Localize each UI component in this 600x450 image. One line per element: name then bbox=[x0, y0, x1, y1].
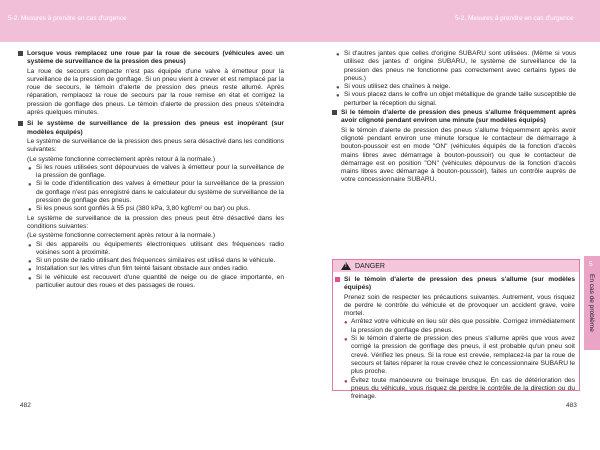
chapter-number: 5 bbox=[589, 261, 593, 268]
section-heading-text: Si le témoin d'alerte de pression des pneus s'allume fréquemment après avoir clignoté pendant environ une minute (sur modèles équipés) bbox=[341, 109, 576, 125]
section-square-icon bbox=[335, 277, 340, 282]
section-square-icon bbox=[18, 121, 23, 126]
list-item: ● Si le véhicule est recouvert d'une quantité de neige ou de glace importante, en particulier autour des roues et des passages de roues. bbox=[28, 273, 284, 290]
danger-label: DANGER bbox=[355, 262, 385, 270]
danger-box bbox=[332, 259, 580, 401]
section-heading-tpms-inoperative bbox=[18, 120, 284, 137]
chapter-side-tab bbox=[584, 256, 600, 350]
paragraph-note: (Le système fonctionne correctement après retour à la normale.) bbox=[27, 232, 216, 240]
paragraph: Prenez soin de respecter les précautions suivantes. Autrement, vous risquez de perdre le contrôle du véhicule et de provoquer un accident grave, voire mortel. bbox=[344, 293, 575, 318]
danger-heading bbox=[335, 276, 575, 293]
bullet-icon: ● bbox=[28, 242, 32, 249]
header-left-title: 5-2. Mesures à prendre en cas d'urgence bbox=[8, 15, 127, 22]
list-item: ● Évitez toute manoeuvre ou freinage brusque. En cas de détérioration des pneus du véhicule, vous risquez de perdre le contrôle de la direction ou du freinage. bbox=[344, 376, 575, 401]
paragraph: Si le témoin d'alerte de pression des pneus s'allume fréquemment après avoir clignoté pendant environ une minute lorsque le contacteur de démarrage à bouton-poussoir est en mode "ON" (véhicules équipés de la fonction d'accès mains libres avec démarrage à bouton-poussoir) ou que le contacteur de démarrage est en position "ON" (véhicules dépourvus de la fonction d'accès mains libres avec démarrage à bouton-poussoir), faites un contrôle auprès de votre concessionnaire SUBARU. bbox=[341, 126, 576, 184]
list-item: ● Si le code d'identification des valves à émetteur pour la surveillance de la pression de gonflage n'est pas enregistré dans le calculateur du système de surveillance de la pression de gonflage des pneus. bbox=[28, 180, 284, 205]
list-item: ● Si les pneus sont gonflés à 55 psi (380 kPa, 3,80 kgf/cm² ou bar) ou plus. bbox=[28, 205, 251, 214]
list-item: ● Si un poste de radio utilisant des fréquences similaires est utilisé dans le véhicule. bbox=[28, 257, 276, 266]
list-item: ● Si d'autres jantes que celles d'origine SUBARU sont utilisées. (Même si vous utilisez des jantes d' origine SUBARU, le système de surveillance de la pression des pneus ne fonctionne pas correctement avec certains types de pneus.) bbox=[336, 50, 576, 82]
bullet-icon: ● bbox=[28, 267, 32, 274]
bullet-icon: ● bbox=[28, 165, 32, 172]
danger-heading-text: Si le témoin d'alerte de pression des pneus s'allume (sur modèles équipés) bbox=[344, 276, 575, 292]
list-item: ● Si vous placez dans le coffre un objet métallique de grande taille susceptible de perturber la réception du signal. bbox=[336, 91, 576, 107]
bullet-icon: ● bbox=[336, 52, 340, 58]
paragraph: Le système de surveillance de la pression des pneus peut être désactivé dans les conditions suivantes: bbox=[27, 214, 284, 230]
list-item: ● Arrêtez votre véhicule en lieu sûr dès que possible. Corrigez immédiatement la pression de gonflage des pneus. bbox=[344, 318, 575, 334]
bullet-icon: ● bbox=[344, 337, 348, 344]
bullet-icon: ● bbox=[344, 378, 348, 385]
page-number-left: 482 bbox=[20, 402, 31, 409]
bullet-icon: ● bbox=[344, 320, 348, 327]
section-heading-text: Lorsque vous remplacez une roue par la roue de secours (véhicules avec un système de surveillance de la pression des pneus) bbox=[27, 50, 284, 66]
section-heading-warning-frequent bbox=[332, 109, 576, 126]
bullet-icon: ● bbox=[336, 93, 340, 100]
section-square-icon bbox=[332, 110, 337, 115]
section-heading-spare-wheel bbox=[18, 50, 284, 67]
section-heading-text: Si le système de surveillance de la pression des pneus est inopérant (sur modèles équipés) bbox=[27, 120, 284, 136]
right-column bbox=[332, 50, 576, 185]
header-right-title: 5-2. Mesures à prendre en cas d'urgence bbox=[455, 15, 574, 22]
warning-triangle-icon: ! bbox=[341, 262, 351, 270]
paragraph: La roue de secours compacte n'est pas équipée d'une valve à émetteur pour la surveillance de la pression de gonflage. Si un pneu vient à crever et est remplacé par la roue de secours, le témoin d'alerte de pression des pneus reste allumé. Après réparation, remplacez la roue de secours par la roue remise en état et corrigez la pression de gonflage des pneus. Le témoin d'alerte de pression des pneus s'éteindra après quelques minutes. bbox=[27, 67, 284, 117]
page-header-band bbox=[0, 0, 600, 42]
list-item: ● Installation sur les vitres d'un film teinté faisant obstacle aux ondes radio. bbox=[28, 265, 249, 274]
list-item: ● Si le témoin d'alerte de pression des pneus s'allume après que vous avez corrigé la pression de gonflage des pneus, il est probable qu'un pneu soit crevé. Vérifiez les pneus. Si la roue est crevée, remplacez-la par la roue de secours et faites réparer la roue crevée chez le concessionnaire SUBARU le plus proche. bbox=[344, 335, 575, 376]
danger-header bbox=[333, 260, 579, 272]
list-item: ● Si vous utilisez des chaînes à neige. bbox=[336, 83, 451, 92]
list-item: ● Si les roues utilisées sont dépourvues de valves à émetteur pour la surveillance de la pression de gonflage. bbox=[28, 163, 284, 180]
danger-body bbox=[333, 272, 579, 401]
left-column bbox=[18, 50, 284, 290]
bullet-icon: ● bbox=[28, 259, 32, 266]
bullet-icon: ● bbox=[336, 85, 340, 92]
chapter-label: En cas de problème bbox=[588, 274, 595, 332]
bullet-icon: ● bbox=[28, 275, 32, 282]
bullet-icon: ● bbox=[28, 182, 32, 189]
paragraph: Le système de surveillance de la pression des pneus sera désactivé dans les conditions suivantes: bbox=[27, 137, 284, 154]
page-number-right: 483 bbox=[566, 402, 577, 409]
bullet-icon: ● bbox=[28, 207, 32, 214]
section-square-icon bbox=[18, 51, 23, 56]
list-item: ● Si des appareils ou équipements électroniques utilisant des fréquences radio voisines sont à proximité. bbox=[28, 240, 284, 256]
paragraph-note: (Le système fonctionne correctement après retour à la normale.) bbox=[27, 155, 216, 163]
